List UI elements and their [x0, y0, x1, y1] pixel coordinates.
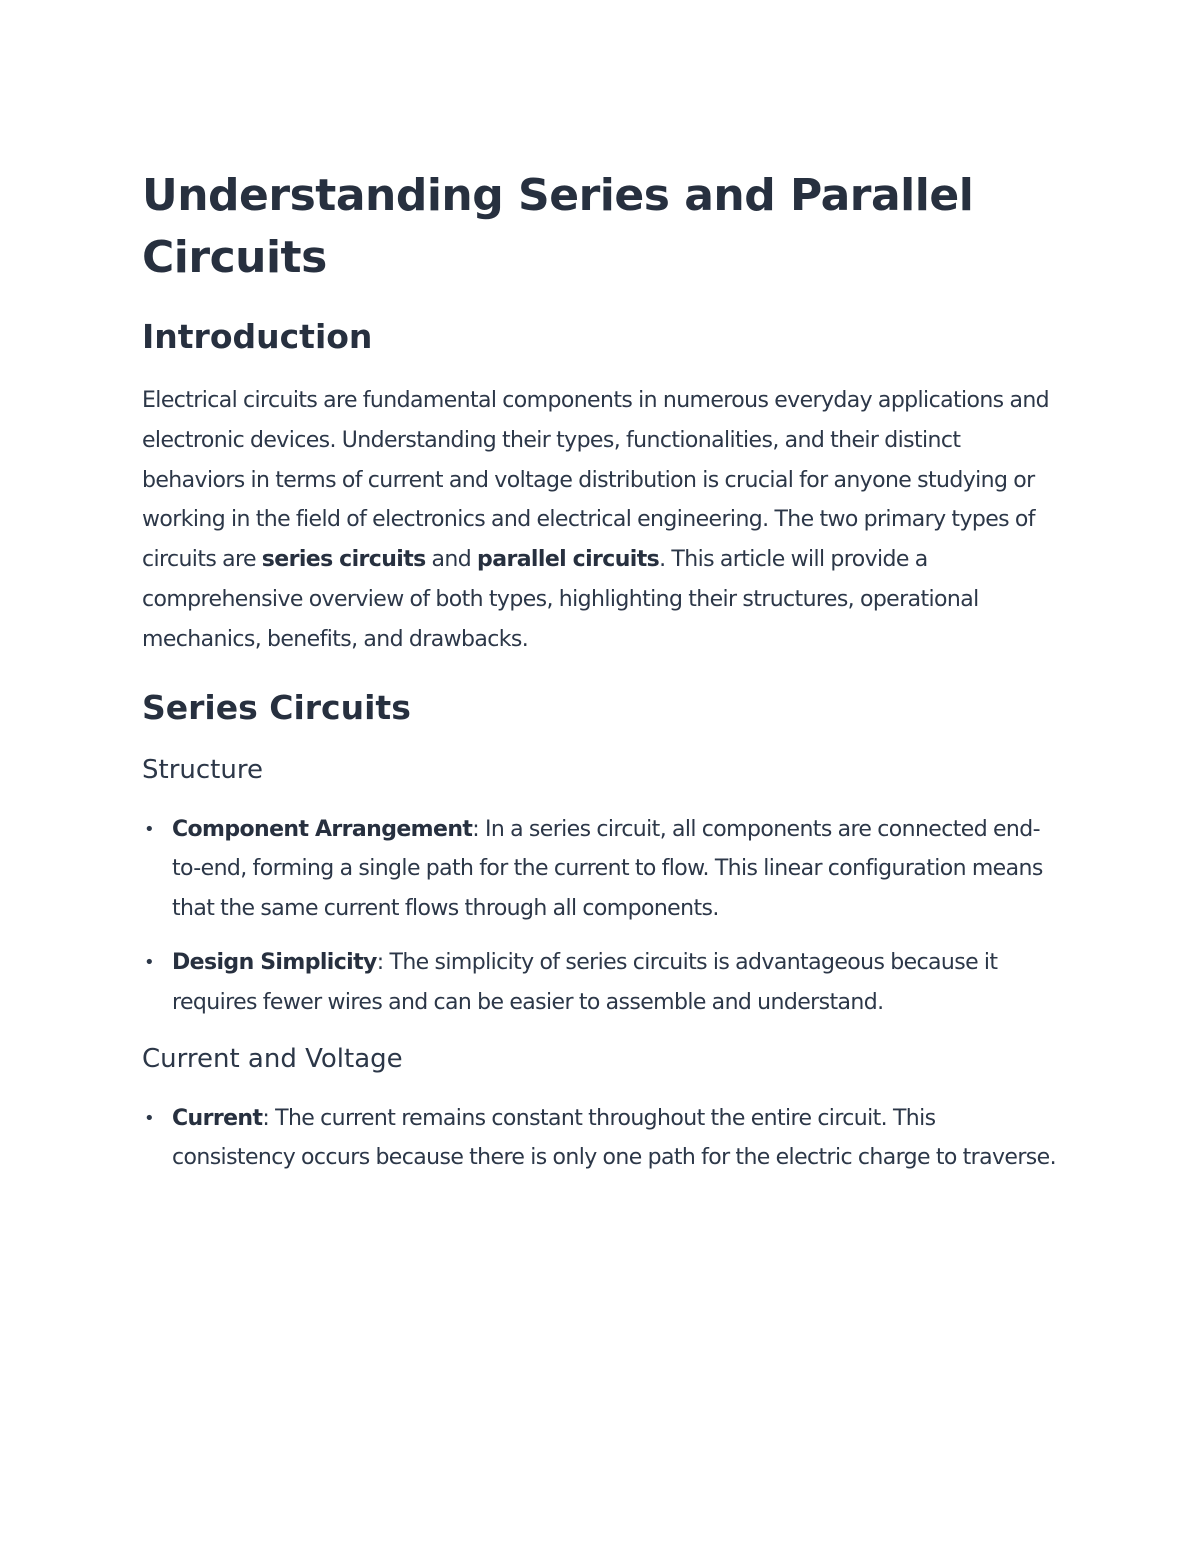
document-title: Understanding Series and Parallel Circuits: [142, 170, 974, 283]
intro-heading: Introduction: [142, 317, 373, 356]
list-item: [142, 943, 1062, 1023]
structure-list: [142, 810, 1062, 1023]
list-item-term: Current: [172, 1105, 263, 1131]
intro-text-1: Electrical circuits are fundamental components in numerous everyday applications and electronic devices. Understanding their types, functionalities, and their distinct behaviors in terms of current and voltage distribution is crucial for anyone studying or working in the field of electronics and electrical engineering. The two primary types of circuits are: [142, 388, 1050, 573]
current-voltage-list: [142, 1099, 1062, 1179]
structure-heading: Structure: [142, 754, 263, 785]
intro-text-3: . This article will provide a comprehensive overview of both types, highlighting their structures, operational mechanics, benefits, and drawbacks.: [142, 547, 979, 652]
intro-text-2: and: [425, 547, 478, 573]
intro-paragraph: [142, 381, 1062, 660]
list-item-text: : In a series circuit, all components are connected end-to-end, forming a single path for the current to flow. This linear configuration means that the same current flows through all components.: [172, 816, 1043, 922]
list-item: [142, 810, 1062, 929]
list-item-text: : The simplicity of series circuits is advantageous because it requires fewer wires and can be easier to assemble and understand.: [172, 949, 998, 1015]
series-heading: Series Circuits: [142, 687, 411, 727]
list-item-term: Component Arrangement: [172, 816, 473, 842]
intro-bold-series: series circuits: [261, 547, 426, 573]
bullet-icon: •: [144, 818, 155, 840]
current-voltage-heading: Current and Voltage: [142, 1043, 403, 1074]
list-item: [142, 1099, 1062, 1179]
list-item-text: : The current remains constant throughout the entire circuit. This consistency occurs because there is only one path for the electric charge to traverse.: [172, 1105, 1056, 1171]
intro-bold-parallel: parallel circuits: [477, 547, 660, 573]
bullet-icon: •: [144, 1107, 155, 1129]
document-page: [142, 165, 1062, 1192]
bullet-icon: •: [144, 951, 155, 973]
list-item-term: Design Simplicity: [172, 949, 377, 975]
